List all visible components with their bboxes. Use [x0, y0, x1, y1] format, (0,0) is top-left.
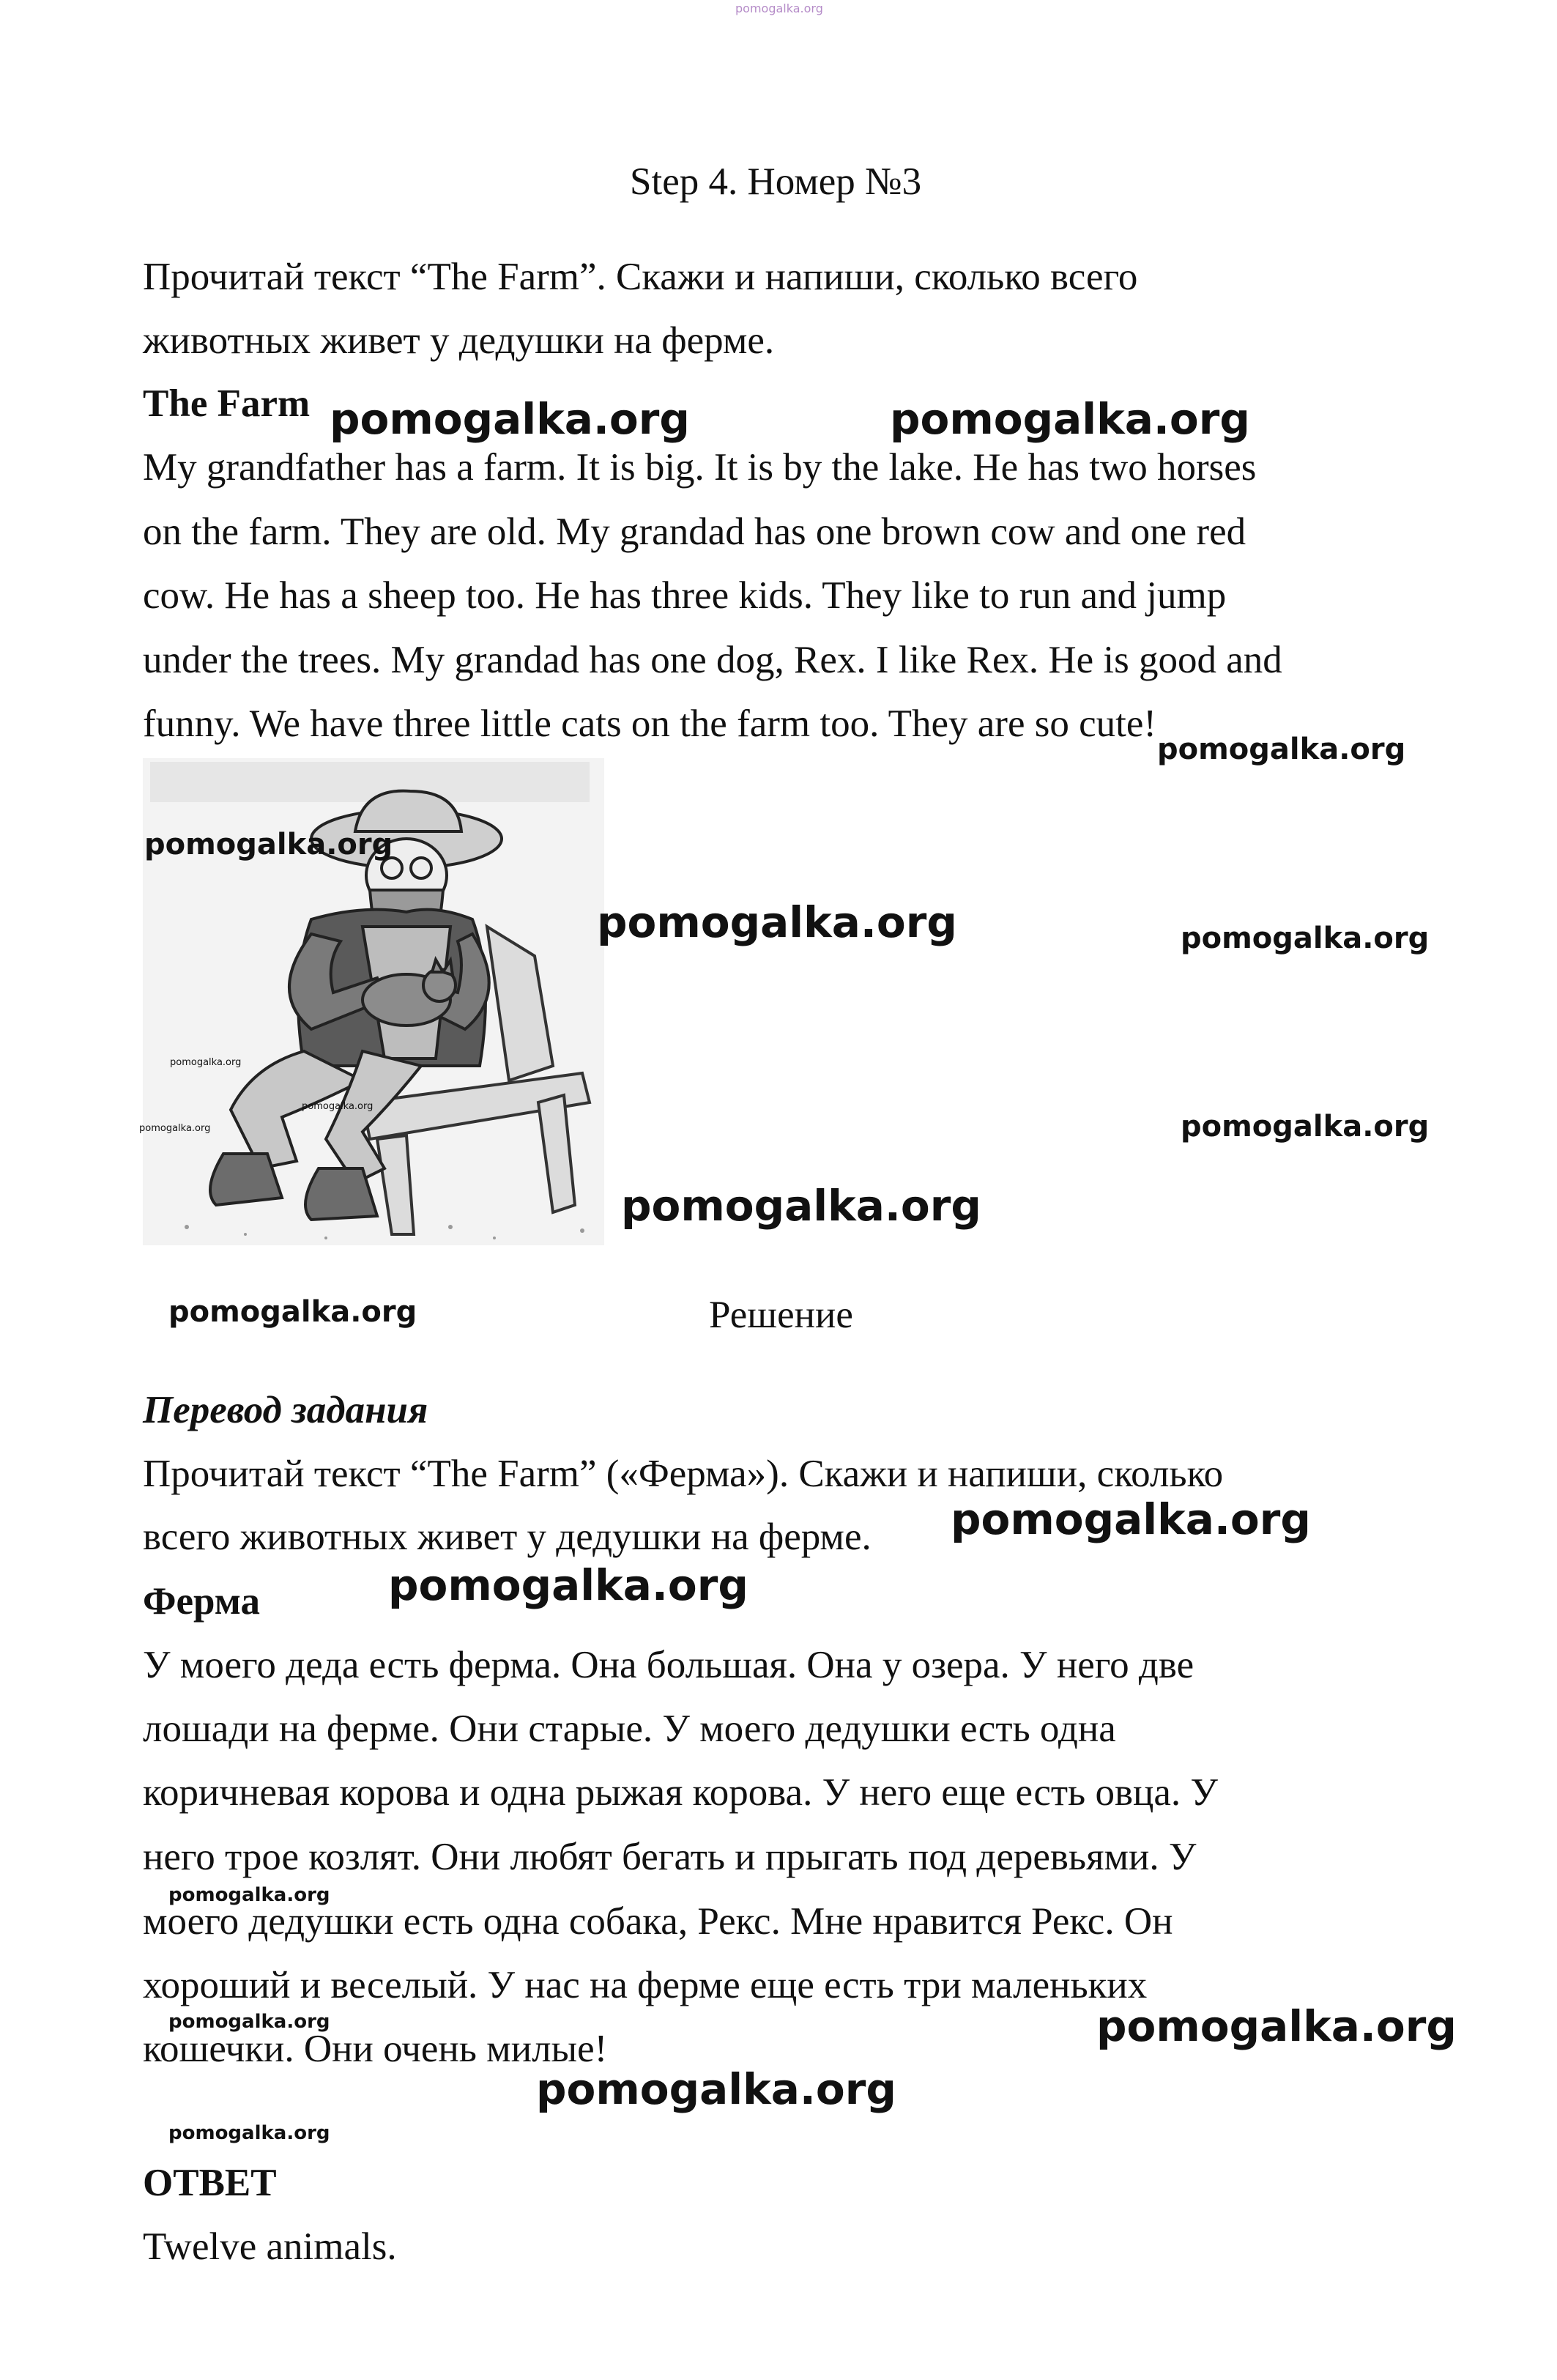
watermark: pomogalka.org [735, 1, 823, 15]
translation-line: моего дедушки есть одна собака, Рекс. Мне нравится Рекс. Он [143, 1900, 1173, 1943]
translation-story-heading: Ферма [143, 1580, 260, 1623]
story-line: on the farm. They are old. My grandad has one brown cow and one red [143, 511, 1246, 553]
story-heading: The Farm [143, 382, 311, 425]
watermark: pomogalka.org [144, 828, 393, 861]
answer-heading: ОТВЕТ [143, 2162, 277, 2204]
translation-line: хороший и веселый. У нас на ферме еще есть три маленьких [143, 1964, 1148, 2006]
watermark: pomogalka.org [388, 1560, 748, 1610]
story-line: cow. He has a sheep too. He has three kids. They like to run and jump [143, 574, 1227, 617]
page-title: Step 4. Номер №3 [630, 160, 922, 203]
translation-task-line-2: всего животных живет у дедушки на ферме. [143, 1516, 872, 1558]
watermark: pomogalka.org [951, 1494, 1311, 1544]
translation-line: него трое козлят. Они любят бегать и прыгать под деревьями. У [143, 1836, 1197, 1878]
translation-task-line-1: Прочитай текст “The Farm” («Ферма»). Скажи и напиши, сколько [143, 1453, 1224, 1495]
watermark: pomogalka.org [1096, 2001, 1457, 2051]
faint-sign [150, 762, 590, 802]
watermark: pomogalka.org [890, 394, 1250, 444]
translation-line: коричневая корова и одна рыжая корова. У него еще есть овца. У [143, 1771, 1218, 1814]
watermark: pomogalka.org [1181, 1110, 1430, 1143]
solution-label: Решение [709, 1294, 853, 1336]
watermark: pomogalka.org [597, 897, 957, 947]
watermark: pomogalka.org [536, 2064, 896, 2114]
watermark: pomogalka.org [139, 1123, 211, 1134]
task-line-2: животных живет у дедушки на ферме. [143, 319, 775, 362]
task-line-1: Прочитай текст “The Farm”. Скажи и напиши, сколько всего [143, 256, 1138, 298]
watermark: pomogalka.org [168, 1884, 330, 1906]
watermark: pomogalka.org [1181, 922, 1430, 955]
translation-line: лошади на ферме. Они старые. У моего дедушки есть одна [143, 1708, 1116, 1750]
watermark: pomogalka.org [302, 1101, 374, 1112]
translation-line: кошечки. Они очень милые! [143, 2028, 608, 2070]
watermark: pomogalka.org [168, 2122, 330, 2144]
story-line: funny. We have three little cats on the farm too. They are so cute! [143, 702, 1157, 745]
story-line: under the trees. My grandad has one dog, Rex. I like Rex. He is good and [143, 639, 1282, 681]
story-line: My grandfather has a farm. It is big. It is by the lake. He has two horses [143, 446, 1257, 489]
watermark: pomogalka.org [168, 2011, 330, 2033]
answer-text: Twelve animals. [143, 2225, 397, 2268]
watermark: pomogalka.org [330, 394, 690, 444]
translation-line: У моего деда есть ферма. Она большая. Она у озера. У него две [143, 1644, 1194, 1686]
watermark: pomogalka.org [168, 1295, 417, 1329]
watermark: pomogalka.org [170, 1057, 242, 1068]
watermark: pomogalka.org [1157, 733, 1406, 766]
translation-heading: Перевод задания [143, 1389, 428, 1431]
watermark: pomogalka.org [621, 1181, 981, 1231]
